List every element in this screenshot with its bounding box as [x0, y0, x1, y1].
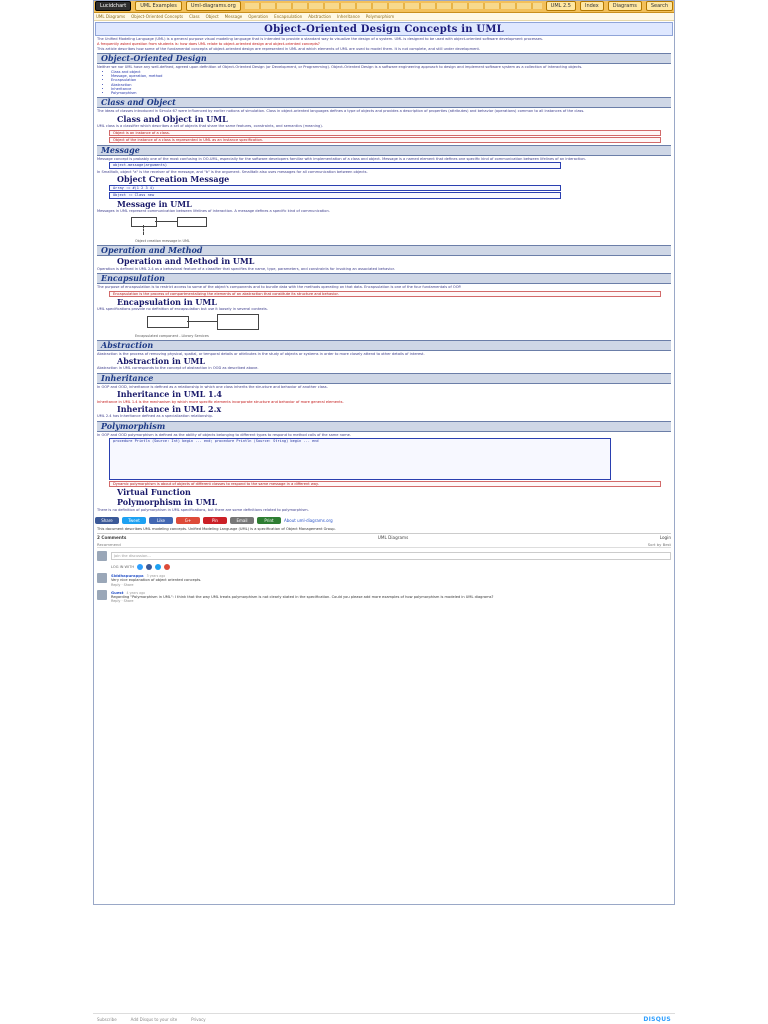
encapsulation-paragraph: The purpose of encapsulation is to restrict access to some of the object's components and to bundle data with the methods operating on that data. Encapsulation is one of the four fundamentals of OOP.: [97, 285, 462, 290]
title-bar: [95, 22, 673, 36]
comments-header: [97, 534, 671, 541]
subheading-abstraction-uml: Abstraction in UML: [117, 355, 206, 366]
note-box: Encapsulation is the process of compartmentalizing the elements of an abstraction that constitute its structure and behavior.: [109, 291, 661, 297]
comment: [97, 590, 671, 603]
nav-link[interactable]: Class: [189, 14, 200, 19]
subheading-encapsulation-uml: Encapsulation in UML: [117, 296, 217, 307]
inheritance-uml2-paragraph: UML 2.4 has Inheritance defined as a specialization relationship.: [97, 414, 213, 419]
toolbar-button[interactable]: Diagrams: [608, 1, 642, 11]
disqus-logo[interactable]: DISQUS: [643, 1015, 671, 1023]
toolbar-button[interactable]: UML 2.5: [546, 1, 576, 11]
comment-time[interactable]: 3 years ago: [146, 574, 166, 579]
comment-actions[interactable]: Reply · Share: [111, 598, 134, 603]
list-item[interactable]: • Encapsulation: [111, 78, 671, 82]
about-link[interactable]: About uml-diagrams.org: [284, 518, 333, 523]
note-box: Object is an instance of a class.: [109, 130, 661, 136]
polymorphism-paragraph: In OOP and OOD polymorphism is defined as the ability of objects belonging to different types to respond to method calls of the same name.: [97, 432, 351, 437]
message-paragraph-2: In Smalltalk, object "a" is the receiver of the message, and "b" is the argument. Smalltalk also uses messages for all communication between objects.: [97, 169, 368, 174]
share-button[interactable]: Pin: [203, 517, 227, 524]
code-sample: procedure Println (Source: Int) begin ... end; procedure Println (Source: String) begin ... end: [109, 438, 611, 480]
comment-author[interactable]: Guest: [111, 589, 124, 595]
subheading-message-uml: Message in UML: [117, 198, 192, 209]
share-button[interactable]: Tweet: [122, 517, 146, 524]
comment-count: 2 Comments: [97, 535, 127, 541]
nav-link[interactable]: Object-Oriented Concepts: [131, 14, 184, 19]
subheading-operation-uml: Operation and Method in UML: [117, 256, 255, 267]
abstraction-paragraph: Abstraction is the process of removing physical, spatial, or temporal details or attributes in the study of objects or systems in order to more closely attend to other details of interest.: [97, 351, 425, 356]
login-with-label: LOG IN WITH: [111, 565, 135, 570]
section-heading-class: Class and Object: [97, 97, 671, 108]
operation-paragraph: Operation is defined in UML 2.4 as a behavioral feature of a classifier that specifies the name, type, parameters, and constraints for invoking an associated behavior.: [97, 266, 395, 271]
nav-link[interactable]: UML Diagrams: [96, 14, 126, 19]
abstraction-uml-paragraph: Abstraction in UML corresponds to the concept of abstraction in OOD as described above.: [97, 366, 259, 371]
subheading-inheritance-uml2: Inheritance in UML 2.x: [117, 403, 222, 414]
comments-toolbar: [97, 541, 671, 548]
intro-paragraph-1: The Unified Modeling Language (UML) is a general purpose visual modeling language that is intended to provide a standard way to visualize the design of a system. UML is designed to be used with object-oriented software development processes.: [97, 37, 544, 41]
nav-link[interactable]: Abstraction: [308, 14, 332, 19]
polymorphism-uml-paragraph: There is no definition of polymorphism in UML specifications, but there are some definitions related to polymorphism.: [97, 507, 309, 512]
subheading-object-creation: Object Creation Message: [117, 174, 230, 185]
nav-link[interactable]: Message: [224, 14, 243, 19]
comment-text: Very nice explanation of object oriented concepts.: [111, 578, 202, 583]
section-heading-abstraction: Abstraction: [97, 340, 671, 351]
section-heading-operation: Operation and Method: [97, 245, 671, 256]
nav-link[interactable]: Encapsulation: [274, 14, 303, 19]
inheritance-uml14-paragraph: Inheritance in UML 1.4 is the mechanism by which more specific elements incorporate structure and behavior of more general elements.: [97, 399, 344, 404]
intro-paragraph-2: A frequently asked question from students is: how does UML relate to object-oriented design and object-oriented concepts?: [97, 41, 320, 46]
subheading-class-uml: Class and Object in UML: [117, 113, 228, 124]
comment-composer: [97, 551, 671, 561]
sort-dropdown[interactable]: Sort by Best: [647, 541, 671, 547]
encapsulation-diagram: [147, 314, 307, 332]
comment-time[interactable]: 4 years ago: [126, 590, 146, 595]
comments-footer: [93, 1013, 675, 1024]
ood-concept-list: [111, 70, 671, 96]
list-item[interactable]: • Polymorphism: [111, 91, 671, 95]
list-item[interactable]: • Class and object: [111, 70, 671, 74]
google-login-icon[interactable]: [164, 564, 170, 570]
subheading-virtual-function: Virtual Function: [117, 487, 191, 498]
intro-paragraph-3: This article describes how some of the fundamental concepts of object-oriented design are represented in UML and which elements of UML are used to model them. It is not complete, and still under development.: [97, 46, 481, 51]
page-title: Object-Oriented Design Concepts in UML: [264, 23, 504, 35]
note-box: Object of the instance of a class is represented in UML as an instance specification.: [109, 137, 661, 143]
comment-input[interactable]: Join the discussion...: [111, 552, 671, 560]
facebook-login-icon[interactable]: [146, 564, 152, 570]
share-button[interactable]: Print: [257, 517, 281, 524]
code-sample: Array := #(1 2 3 4): [109, 185, 561, 191]
comment-actions[interactable]: Reply · Share: [111, 582, 134, 587]
article-body: [93, 37, 675, 512]
share-button[interactable]: Like: [149, 517, 173, 524]
toolbar-spacer: [245, 3, 542, 9]
class-uml-paragraph: UML class is a classifier which describes a set of objects that share the same features, constraints, and semantics (meaning).: [97, 124, 323, 129]
list-item[interactable]: • Inheritance: [111, 87, 671, 91]
nav-link[interactable]: Object: [205, 14, 219, 19]
section-heading-encapsulation: Encapsulation: [97, 273, 671, 284]
nav-link[interactable]: Inheritance: [337, 14, 360, 19]
avatar: [97, 551, 107, 561]
comments-section: [97, 533, 671, 603]
toolbar-button[interactable]: UML Examples: [135, 1, 182, 11]
comment: [97, 573, 671, 586]
list-item[interactable]: • Abstraction: [111, 83, 671, 87]
comment-author[interactable]: Siddhapurappa: [111, 573, 144, 579]
nav-link[interactable]: Polymorphism: [365, 14, 395, 19]
diagram-caption: Encapsulated component - Library Services: [135, 333, 209, 338]
share-button[interactable]: Email: [230, 517, 254, 524]
subheading-inheritance-uml14: Inheritance in UML 1.4: [117, 389, 222, 400]
disqus-login-icon[interactable]: [137, 564, 143, 570]
avatar[interactable]: [97, 590, 107, 600]
code-sample: Object := Class new: [109, 192, 561, 198]
license-text: This document describes UML modeling concepts. Unified Modeling Language (UML) is a specification of Object Management Group.: [97, 527, 336, 531]
message-uml-paragraph: Messages in UML represent communication between lifelines of interaction. A message defines a specific kind of communication.: [97, 209, 330, 214]
class-paragraph: The ideas of classes introduced in Simula 67 were influenced by earlier notions of simulation. Class in object-oriented languages defines a type of objects and provides a description of properties (attributes) and behavior (operations) common to all instances of the class.: [97, 109, 585, 114]
login-options: [111, 564, 671, 570]
section-heading-ood: Object-Oriented Design: [97, 53, 671, 64]
ood-paragraph: Neither we nor UML have any well-defined, agreed upon definition of Object-Oriented Design (or Development, or Programming). Object-Oriented Design is a software engineering approach to design and implement software system as a collection of interacting objects.: [97, 64, 583, 69]
subheading-polymorphism-uml: Polymorphism in UML: [117, 497, 218, 508]
toolbar-button[interactable]: Index: [580, 1, 604, 11]
top-toolbar: [93, 0, 675, 13]
twitter-login-icon[interactable]: [155, 564, 161, 570]
nav-link[interactable]: Operation: [248, 14, 269, 19]
toolbar-button[interactable]: Search: [646, 1, 673, 11]
avatar[interactable]: [97, 573, 107, 583]
share-button[interactable]: Share: [95, 517, 119, 524]
encapsulation-uml-paragraph: UML specifications provide no definition of encapsulation but use it loosely in several contexts.: [97, 307, 268, 312]
page: [93, 0, 675, 1024]
nav-links: [93, 13, 675, 21]
section-heading-message: Message: [97, 145, 671, 156]
note-box: Dynamic polymorphism is about of objects of different classes to respond to the same message in a different way.: [109, 481, 661, 487]
message-diagram: [127, 215, 217, 237]
code-sample: object.message(arguments): [109, 162, 561, 168]
toolbar-button[interactable]: Lucidchart: [95, 1, 131, 11]
message-paragraph: Message concept is probably one of the most confusing in OO-UML, especially for the software developers familiar with implementation of a class and object. Message is a named element that defines one specific kind of communication between lifelines of an interaction.: [97, 157, 586, 162]
login-link[interactable]: Login: [659, 535, 671, 541]
list-item[interactable]: • Message, operation, method: [111, 74, 671, 78]
subscribe-link[interactable]: Subscribe: [97, 1016, 117, 1022]
section-heading-inheritance: Inheritance: [97, 373, 671, 384]
share-row: [95, 516, 673, 525]
add-disqus-link[interactable]: Add Disqus to your site: [130, 1016, 178, 1022]
comment-text: Regarding "Polymorphism in UML": I think that the way UML treats polymorphism is not clearly stated in the specification. Could you please add more examples of how polymorphism is modeled in UML diagrams?: [111, 594, 494, 599]
privacy-link[interactable]: Privacy: [191, 1016, 206, 1022]
inheritance-paragraph: In OOP and OOD, inheritance is defined as a relationship in which one class inherits the structure and behavior of another class.: [97, 384, 328, 389]
diagram-caption: Object creation message in UML: [135, 239, 190, 244]
recommend-button[interactable]: Recommend: [97, 541, 121, 547]
section-heading-polymorphism: Polymorphism: [97, 421, 671, 432]
site-name[interactable]: UML Diagrams: [377, 535, 409, 541]
share-button[interactable]: G+: [176, 517, 200, 524]
toolbar-button[interactable]: Uml-diagrams.org: [186, 1, 241, 11]
